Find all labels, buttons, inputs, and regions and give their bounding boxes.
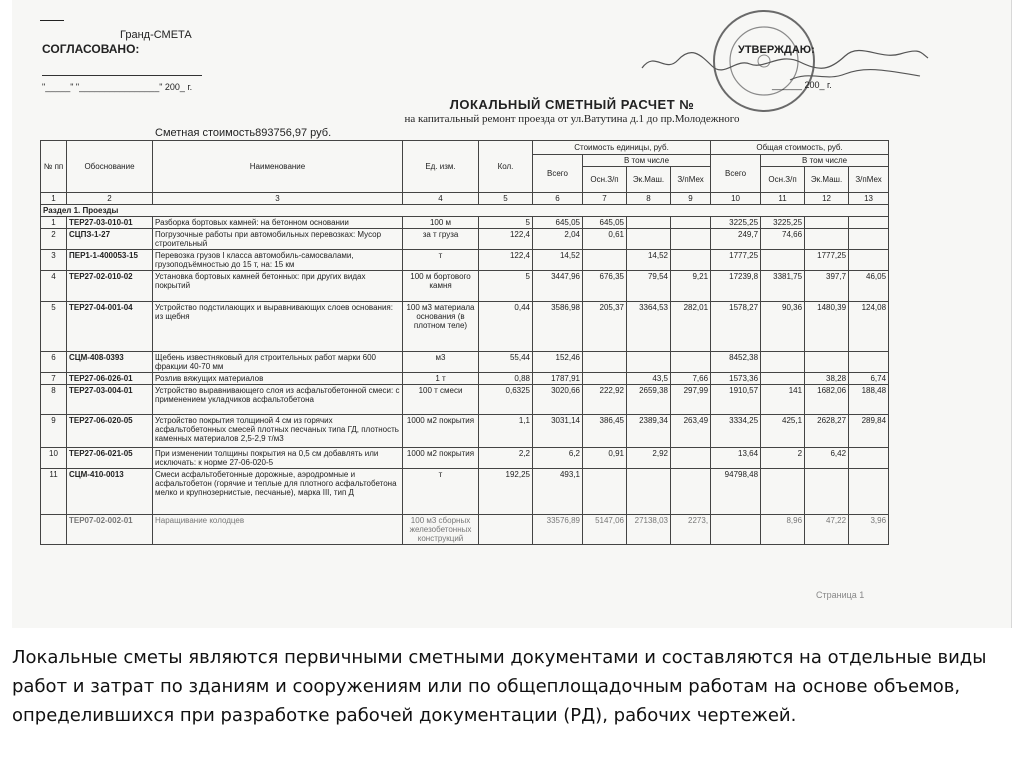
row-code: ТЕР27-06-020-05 (67, 415, 153, 448)
header-total-unit: Всего (533, 155, 583, 193)
row-code: ТЕР27-06-026-01 (67, 373, 153, 385)
row-number: 3 (41, 250, 67, 271)
table-row (41, 302, 889, 352)
table-row (41, 415, 889, 448)
header-num: № пп (41, 141, 67, 193)
estimated-cost: Сметная стоимость893756,97 руб. (155, 127, 332, 139)
row-unit: т (403, 469, 479, 515)
column-number: 7 (583, 193, 627, 205)
row-sum-osn: 3225,25 (761, 217, 805, 229)
row-unit-total: 152,46 (533, 352, 583, 373)
row-sum-total: 13,64 (711, 448, 761, 469)
row-sum-mash: 397,7 (805, 271, 849, 302)
row-unit: т (403, 250, 479, 271)
row-sum-osn (761, 352, 805, 373)
row-unit-osn (583, 469, 627, 515)
row-unit: м3 (403, 352, 479, 373)
row-unit-mex: 282,01 (671, 302, 711, 352)
row-unit-osn: 5147,06 (583, 515, 627, 545)
row-code: ПЕР1-1-400053-15 (67, 250, 153, 271)
table-row (41, 385, 889, 415)
row-unit-osn: 0,61 (583, 229, 627, 250)
row-sum-osn (761, 250, 805, 271)
row-name: Установка бортовых камней бетонных: при других видах покрытий (153, 271, 403, 302)
row-sum-mash (805, 469, 849, 515)
row-number: 5 (41, 302, 67, 352)
row-number: 4 (41, 271, 67, 302)
row-name: Устройство подстилающих и выравнивающих слоев основания: из щебня (153, 302, 403, 352)
table-row (41, 271, 889, 302)
row-qty: 55,44 (479, 352, 533, 373)
row-unit-mex (671, 469, 711, 515)
estimate-table (40, 140, 889, 545)
row-code: ТЕР07-02-002-01 (67, 515, 153, 545)
row-sum-total: 3225,25 (711, 217, 761, 229)
column-number: 3 (153, 193, 403, 205)
row-unit-osn (583, 250, 627, 271)
row-sum-osn: 74,66 (761, 229, 805, 250)
header-dash (40, 20, 64, 21)
row-name: Щебень известняковый для строительных работ марки 600 фракции 40-70 мм (153, 352, 403, 373)
row-sum-osn: 90,36 (761, 302, 805, 352)
row-sum-total: 249,7 (711, 229, 761, 250)
row-sum-total: 94798,48 (711, 469, 761, 515)
row-name: Наращивание колодцев (153, 515, 403, 545)
row-number: 7 (41, 373, 67, 385)
row-unit-osn (583, 373, 627, 385)
row-unit-mash: 79,54 (627, 271, 671, 302)
row-sum-mex: 46,05 (849, 271, 889, 302)
row-name: Устройство выравнивающего слоя из асфальтобетонной смеси: с применением укладчиков асфальтобетона (153, 385, 403, 415)
row-unit-mash (627, 469, 671, 515)
row-unit-osn: 676,35 (583, 271, 627, 302)
row-sum-mex (849, 352, 889, 373)
row-unit-mex (671, 352, 711, 373)
row-name: При изменении толщины покрытия на 0,5 см добавлять или исключать: к норме 27-06-020-5 (153, 448, 403, 469)
row-sum-mash: 38,28 (805, 373, 849, 385)
row-unit: 100 м (403, 217, 479, 229)
row-sum-total: 3334,25 (711, 415, 761, 448)
header-osn-sum: Осн.З/п (761, 167, 805, 193)
row-sum-mex (849, 250, 889, 271)
row-number: 8 (41, 385, 67, 415)
column-number: 12 (805, 193, 849, 205)
row-unit-total: 493,1 (533, 469, 583, 515)
row-unit: 1000 м2 покрытия (403, 448, 479, 469)
table-row (41, 352, 889, 373)
row-number: 9 (41, 415, 67, 448)
row-unit-mex (671, 250, 711, 271)
row-qty: 0,44 (479, 302, 533, 352)
row-unit-mash: 2659,38 (627, 385, 671, 415)
row-sum-mex: 188,48 (849, 385, 889, 415)
row-qty: 0,6325 (479, 385, 533, 415)
row-code: ТЕР27-03-010-01 (67, 217, 153, 229)
header-incl-unit: В том числе (583, 155, 711, 167)
row-unit-osn: 0,91 (583, 448, 627, 469)
row-qty: 0,88 (479, 373, 533, 385)
row-sum-mash: 6,42 (805, 448, 849, 469)
row-unit-mash (627, 217, 671, 229)
table-row (41, 217, 889, 229)
row-qty: 5 (479, 217, 533, 229)
row-sum-total: 1573,36 (711, 373, 761, 385)
row-sum-total (711, 515, 761, 545)
table-row (41, 469, 889, 515)
row-sum-osn: 2 (761, 448, 805, 469)
row-sum-mash: 2628,27 (805, 415, 849, 448)
row-unit-mex: 297,99 (671, 385, 711, 415)
row-unit: 100 м3 материала основания (в плотном теле) (403, 302, 479, 352)
row-sum-mex (849, 469, 889, 515)
row-qty: 2,2 (479, 448, 533, 469)
row-sum-mash: 1777,25 (805, 250, 849, 271)
scanned-estimate-document (12, 0, 1012, 628)
row-sum-total: 1777,25 (711, 250, 761, 271)
row-sum-mash: 47,22 (805, 515, 849, 545)
header-name: Наименование (153, 141, 403, 193)
row-name: Погрузочные работы при автомобильных перевозках: Мусор строительный (153, 229, 403, 250)
row-sum-mex: 3,96 (849, 515, 889, 545)
row-code: ТЕР27-02-010-02 (67, 271, 153, 302)
row-unit-total: 14,52 (533, 250, 583, 271)
row-name: Устройство покрытия толщиной 4 см из горячих асфальтобетонных смесей плотных песчаных типа ГД, плотность каменных материалов 2,5-2,9 т/м3 (153, 415, 403, 448)
row-sum-mex: 289,84 (849, 415, 889, 448)
row-code: ТЕР27-06-021-05 (67, 448, 153, 469)
header-unit-cost: Стоимость единицы, руб. (533, 141, 711, 155)
header-qty: Кол. (479, 141, 533, 193)
column-number: 6 (533, 193, 583, 205)
row-unit-mex: 7,66 (671, 373, 711, 385)
column-numbers-row (41, 193, 889, 205)
row-unit: 1000 м2 покрытия (403, 415, 479, 448)
row-code: СЦМ-408-0393 (67, 352, 153, 373)
row-sum-osn: 8,96 (761, 515, 805, 545)
row-unit-total: 1787,91 (533, 373, 583, 385)
column-number: 13 (849, 193, 889, 205)
row-unit-mash (627, 229, 671, 250)
column-number: 11 (761, 193, 805, 205)
row-code: СЦПЗ-1-27 (67, 229, 153, 250)
caption-text: Локальные сметы являются первичными сметными документами и составляются на отдельные виды работ и затрат по зданиям и сооружениям или по общеплощадочным работам на основе объемов, определившихся при разработке рабочей документации (РД), рабочих чертежей. (12, 647, 987, 726)
row-unit-total: 6,2 (533, 448, 583, 469)
row-unit-osn (583, 352, 627, 373)
software-name: Гранд-СМЕТА (120, 29, 192, 41)
row-unit-mash: 14,52 (627, 250, 671, 271)
row-sum-osn: 141 (761, 385, 805, 415)
row-unit-mex: 9,21 (671, 271, 711, 302)
row-unit-mex (671, 217, 711, 229)
row-unit: 100 м3 сборных железобетонных конструкций (403, 515, 479, 545)
row-qty (479, 515, 533, 545)
row-unit-mash: 2389,34 (627, 415, 671, 448)
row-unit-mash (627, 352, 671, 373)
row-name: Смеси асфальтобетонные дорожные, аэродромные и асфальтобетон (горячие и теплые для плотного асфальтобетона мелко и крупнозернистые, песчаные), марка III, тип Д (153, 469, 403, 515)
table-row (41, 515, 889, 545)
row-sum-total: 1910,57 (711, 385, 761, 415)
row-qty: 122,4 (479, 229, 533, 250)
row-sum-osn (761, 469, 805, 515)
row-unit-mex (671, 229, 711, 250)
row-unit-total: 3586,98 (533, 302, 583, 352)
row-unit-mex: 263,49 (671, 415, 711, 448)
row-unit-mex: 2273, (671, 515, 711, 545)
row-sum-mash: 1480,39 (805, 302, 849, 352)
header-mash-unit: Эк.Маш. (627, 167, 671, 193)
column-number: 2 (67, 193, 153, 205)
row-unit-mash: 2,92 (627, 448, 671, 469)
row-name: Перевозка грузов I класса автомобиль-самосвалами, грузоподъёмностью до 15 т, на: 15 км (153, 250, 403, 271)
table-row (41, 250, 889, 271)
row-code: СЦМ-410-0013 (67, 469, 153, 515)
row-name: Розлив вяжущих материалов (153, 373, 403, 385)
column-number: 10 (711, 193, 761, 205)
row-unit: за т груза (403, 229, 479, 250)
row-qty: 192,25 (479, 469, 533, 515)
row-number (41, 515, 67, 545)
approved-label: УТВЕРЖДАЮ: (738, 44, 815, 56)
signature-line (42, 75, 202, 76)
row-number: 6 (41, 352, 67, 373)
row-unit-osn: 222,92 (583, 385, 627, 415)
row-sum-mash (805, 217, 849, 229)
row-number: 2 (41, 229, 67, 250)
row-sum-mash: 1682,06 (805, 385, 849, 415)
row-sum-osn: 3381,75 (761, 271, 805, 302)
date-left: "_____" "________________" 200_ г. (42, 82, 193, 92)
table-row (41, 229, 889, 250)
row-sum-osn: 425,1 (761, 415, 805, 448)
row-number: 10 (41, 448, 67, 469)
row-sum-mash (805, 229, 849, 250)
table-row (41, 448, 889, 469)
row-unit-osn: 386,45 (583, 415, 627, 448)
row-sum-mex: 124,08 (849, 302, 889, 352)
row-sum-mex (849, 448, 889, 469)
document-subtitle: на капитальный ремонт проезда от ул.Ватутина д.1 до пр.Молодежного (404, 113, 740, 125)
row-unit-total: 645,05 (533, 217, 583, 229)
row-sum-mash (805, 352, 849, 373)
row-sum-osn (761, 373, 805, 385)
row-unit-osn: 645,05 (583, 217, 627, 229)
row-unit-total: 2,04 (533, 229, 583, 250)
header-mex-sum: З/пМех (849, 167, 889, 193)
row-unit-mash: 43,5 (627, 373, 671, 385)
row-sum-total: 1578,27 (711, 302, 761, 352)
row-sum-total: 17239,8 (711, 271, 761, 302)
row-unit-mash: 3364,53 (627, 302, 671, 352)
column-number: 4 (403, 193, 479, 205)
row-unit-osn: 205,37 (583, 302, 627, 352)
header-unit: Ед. изм. (403, 141, 479, 193)
row-code: ТЕР27-03-004-01 (67, 385, 153, 415)
row-unit: 100 т смеси (403, 385, 479, 415)
row-unit-total: 3031,14 (533, 415, 583, 448)
row-number: 11 (41, 469, 67, 515)
header-total-sum: Всего (711, 155, 761, 193)
header-mex-unit: З/пМех (671, 167, 711, 193)
section-title: Раздел 1. Проезды (41, 205, 889, 217)
row-unit-total: 3020,66 (533, 385, 583, 415)
row-qty: 1,1 (479, 415, 533, 448)
row-sum-mex: 6,74 (849, 373, 889, 385)
date-right: ______ 200_ г. (772, 80, 832, 90)
document-title: ЛОКАЛЬНЫЙ СМЕТНЫЙ РАСЧЕТ № (449, 97, 695, 112)
row-unit-total: 3447,96 (533, 271, 583, 302)
row-qty: 5 (479, 271, 533, 302)
row-unit-mash: 27138,03 (627, 515, 671, 545)
header-basis: Обоснование (67, 141, 153, 193)
header-total-cost: Общая стоимость, руб. (711, 141, 889, 155)
row-sum-mex (849, 229, 889, 250)
row-number: 1 (41, 217, 67, 229)
header-incl-sum: В том числе (761, 155, 889, 167)
row-sum-mex (849, 217, 889, 229)
column-number: 9 (671, 193, 711, 205)
column-number: 1 (41, 193, 67, 205)
row-code: ТЕР27-04-001-04 (67, 302, 153, 352)
header-mash-sum: Эк.Маш. (805, 167, 849, 193)
row-unit-total: 33576,89 (533, 515, 583, 545)
row-name: Разборка бортовых камней: на бетонном основании (153, 217, 403, 229)
row-sum-total: 8452,38 (711, 352, 761, 373)
row-unit-mex (671, 448, 711, 469)
header-osn-unit: Осн.З/п (583, 167, 627, 193)
column-number: 5 (479, 193, 533, 205)
row-qty: 122,4 (479, 250, 533, 271)
table-row (41, 373, 889, 385)
agreed-label: СОГЛАСОВАНО: (42, 42, 140, 56)
page-number: Страница 1 (816, 590, 865, 600)
row-unit: 1 т (403, 373, 479, 385)
row-unit: 100 м бортового камня (403, 271, 479, 302)
column-number: 8 (627, 193, 671, 205)
